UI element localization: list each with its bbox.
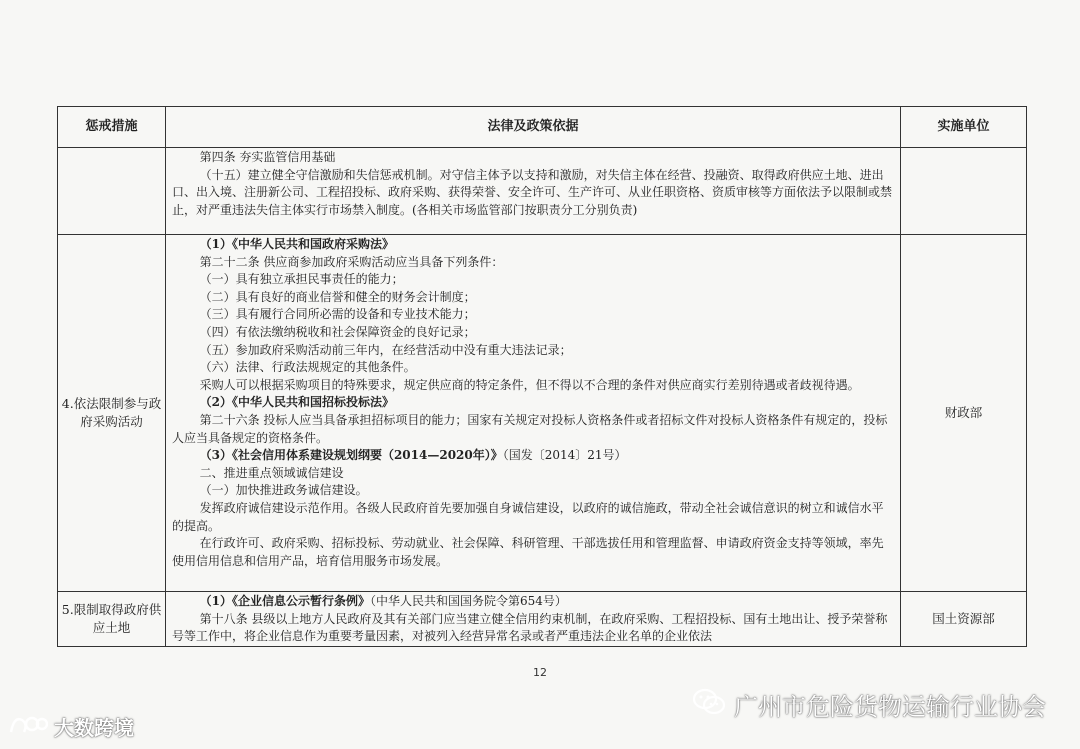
measure-cell [58,148,166,235]
wechat-icon [692,688,726,722]
table-row [58,235,1027,592]
basis-cell [166,592,901,647]
table-row [58,148,1027,235]
unit-cell [901,148,1027,235]
table-header-row [58,107,1027,148]
basis-doc-number: （国发〔2014〕21号） [502,448,627,463]
basis-line: （一）加快推进政务诚信建设。 [199,483,368,498]
basis-line: 在行政许可、政府采购、招标投标、劳动就业、社会保障、科研管理、干部选拔任用和管理监督、申请政府资金支持等领域，率先使用信用信息和信用产品，培育信用服务市场发展。 [172,536,884,568]
unit-cell: 财政部 [901,235,1027,592]
basis-heading-line [172,447,894,465]
basis-cell [166,235,901,592]
basis-line: 第二十六条 投标人应当具备承担招标项目的能力；国家有关规定对投标人资格条件或者招标文件对投标人资格条件有规定的，投标人应当具备规定的资格条件。 [172,412,888,445]
unit-cell: 国土资源部 [901,592,1027,647]
basis-line: （三）具有履行合同所必需的设备和专业技术能力； [199,307,476,322]
basis-heading-line [172,593,894,611]
header-unit: 实施单位 [901,107,1027,148]
basis-line: 采购人可以根据采购项目的特殊要求，规定供应商的特定条件，但不得以不合理的条件对供应商实行差别待遇或者歧视待遇。 [199,377,860,392]
basis-line: 第十八条 县级以上地方人民政府及其有关部门应当建立健全信用约束机制，在政府采购、工程招投标、国有土地出让、授予荣誉称号等工作中，将企业信息作为重要考量因素，对被列入经营异常名录或者严重违法企业名单的企业依法 [172,611,888,644]
basis-line: 发挥政府诚信建设示范作用。各级人民政府首先要加强自身诚信建设，以政府的诚信施政，带动全社会诚信意识的树立和诚信水平的提高。 [172,500,884,533]
basis-line: 二、推进重点领域诚信建设 [199,465,344,480]
basis-heading: （1）《企业信息公示暂行条例》 [199,594,370,608]
basis-heading: （1）《中华人民共和国政府采购法》 [199,237,394,251]
page-number: 12 [533,666,547,679]
watermark-right [692,687,1046,722]
basis-doc-number: （中华人民共和国国务院令第654号） [369,594,567,608]
basis-line: （五）参加政府采购活动前三年内，在经营活动中没有重大违法记录； [199,342,572,357]
measure-cell: 4.依法限制参与政府采购活动 [58,235,166,592]
header-measure: 惩戒措施 [58,107,166,148]
basis-line: （四）有依法缴纳税收和社会保障资金的良好记录； [199,324,476,339]
basis-line: 第二十二条 供应商参加政府采购活动应当具备下列条件： [199,254,504,269]
basis-line: （六）法律、行政法规规定的其他条件。 [199,360,416,375]
basis-line: 第四条 夯实监管信用基础 [199,150,336,164]
watermark-left [8,712,134,741]
measure-cell: 5.限制取得政府供应土地 [58,592,166,647]
table-row [58,592,1027,647]
basis-cell [166,148,901,235]
header-basis: 法律及政策依据 [166,107,901,148]
basis-heading: （3）《社会信用体系建设规划纲要（2014—2020年）》 [199,448,503,463]
basis-heading: （2）《中华人民共和国招标投标法》 [199,395,394,410]
watermark-left-text: 大数跨境 [54,716,134,740]
policy-table [57,106,1027,647]
basis-line: （二）具有良好的商业信誉和健全的财务会计制度； [199,289,476,304]
watermark-right-text: 广州市危险货物运输行业协会 [734,693,1046,721]
basis-line: （一）具有独立承担民事责任的能力； [199,272,404,287]
brand-logo-icon [8,712,48,741]
basis-line: （十五）建立健全守信激励和失信惩戒机制。对守信主体予以支持和激励，对失信主体在经营、投融资、取得政府供应土地、进出口、出入境、注册新公司、工程招投标、政府采购、获得荣誉、安全许可、生产许可、从业任职资格、资质审核等方面依法予以限制或禁止，对严重违法失信主体实行市场禁入制度。(各相关市场监管部门按职责分工分别负责) [172,167,893,217]
